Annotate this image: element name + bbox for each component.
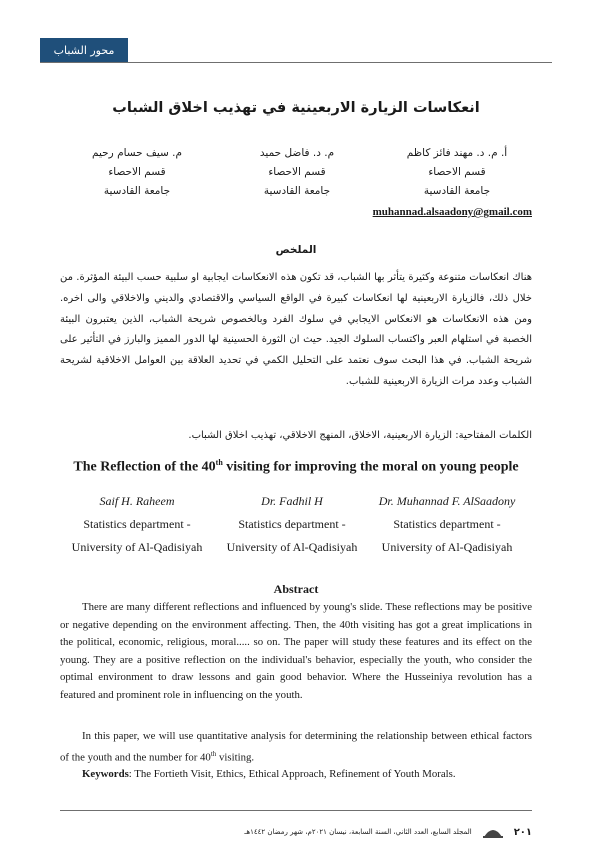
english-author-univ: University of Al-Qadisiyah (226, 540, 358, 554)
arabic-author-name: أ. م. د. مهند فائز كاظم (406, 147, 508, 159)
english-author-univ: University of Al-Qadisiyah (381, 540, 513, 554)
page-number: ٢٠١ (513, 826, 532, 838)
english-author-name: Saif H. Raheem (99, 494, 175, 508)
arabic-keywords: الكلمات المفتاحية: الزيارة الاربعينية، الاخلاق، المنهج الاخلاقي، تهذيب اخلاق الشباب. (188, 430, 532, 441)
header-rule (40, 62, 552, 63)
english-author-name: Dr. Muhannad F. AlSaadony (378, 494, 516, 508)
english-author-univ: University of Al-Qadisiyah (71, 540, 203, 554)
arabic-abstract-heading: الملخص (275, 244, 317, 256)
english-title-sup: th (215, 458, 223, 467)
english-author-dept: Statistics department - (83, 517, 191, 531)
english-abstract-heading: Abstract (273, 582, 319, 596)
english-author-2 (207, 490, 377, 559)
footer-rule (60, 810, 532, 811)
arabic-abstract: هناك انعكاسات متنوعة وكثيرة يتأثر بها الشباب، قد تكون هذه الانعكاسات ايجابية او سلبية حسب البيئة المؤثرة. من خلال ذلك، فالزيارة الاربعينية لها انعكاسات كبيرة في الواقع السياسي والاقتصادي والديني والاخلاقي والى اخره. ومن هذه الانعكاسات هو الانعكاس الايجابي في سلوك الفرد وبالخصوص شريحة الشباب، الذين يعتبرون البيئة الخصبة في استلهام العبر واكتساب السلوك الجيد. حيث ان الثورة الحسينية لها الدور المميز والبارز في التأثير على شريحة الشباب. في هذا البحث سوف نعتمد على التحليل الكمي في تحديد العلاقة بين العوامل الاخلاقية لشريحة الشباب وعدد مرات الزيارة الاربعينية للشباب. (60, 272, 532, 387)
arabic-author-univ: جامعة القادسية (103, 185, 171, 197)
english-abstract-paragraph-1: There are many different reflections and influenced by young's slide. These reflections may be positive or negative depending on the environment affecting. Then, the 40th visiting has got a great implications in the political, economic, religious, moral..... so on. The paper will study these features and its effect on the young. They are a positive reflection on the individual's behavior, especially the youth, who consider the optimal environment to draw lessons and gain good behavior. Where the Husseiniya revolution has a featured and prominent role in influencing on the youth. (60, 601, 532, 701)
english-keywords-text: : The Fortieth Visit, Ethics, Ethical Approach, Refinement of Youth Morals. (128, 768, 456, 780)
english-title (20, 458, 572, 476)
author-email-link[interactable]: muhannad.alsaadony@gmail.com (372, 206, 532, 218)
arabic-author-3 (62, 144, 212, 201)
arabic-author-dept: قسم الاحصاء (108, 166, 166, 178)
english-keywords-label: Keywords (82, 768, 129, 780)
english-title-part-1: The Reflection of the 40 (73, 459, 216, 475)
english-p2-part-1: In this paper, we will use quantitative analysis for determining the relationship between ethical factors of the youth and the number for 40 (60, 730, 532, 764)
english-title-part-2: visiting for improving the moral on young people (222, 459, 519, 475)
english-keywords (60, 768, 532, 780)
arabic-author-2 (222, 144, 372, 201)
english-author-3 (52, 490, 222, 559)
arabic-author-dept: قسم الاحصاء (268, 166, 326, 178)
arabic-author-1 (382, 144, 532, 201)
english-p2-sup: th (210, 749, 217, 758)
arabic-author-name: م. د. فاضل حميد (259, 147, 335, 159)
section-tab: محور الشباب (40, 38, 128, 62)
english-p2-part-2: visiting. (216, 751, 255, 764)
journal-logo-icon (482, 825, 504, 839)
english-abstract-paragraph-2 (60, 728, 532, 767)
journal-info: المجلد السابع، العدد الثاني، السنة السابعة، نيسان ٢٠٢١م، شهر رمضان ١٤٤٢هـ (244, 828, 472, 836)
page-footer (60, 820, 532, 844)
arabic-title: انعكاسات الزيارة الاربعينية في تهذيب اخلاق الشباب (112, 100, 480, 116)
english-author-dept: Statistics department - (238, 517, 346, 531)
arabic-author-dept: قسم الاحصاء (428, 166, 486, 178)
arabic-author-univ: جامعة القادسية (263, 185, 331, 197)
arabic-author-name: م. سيف حسام رحيم (92, 147, 182, 159)
english-author-1 (362, 490, 532, 559)
arabic-author-univ: جامعة القادسية (423, 185, 491, 197)
english-author-dept: Statistics department - (393, 517, 501, 531)
english-author-name: Dr. Fadhil H (261, 494, 323, 508)
